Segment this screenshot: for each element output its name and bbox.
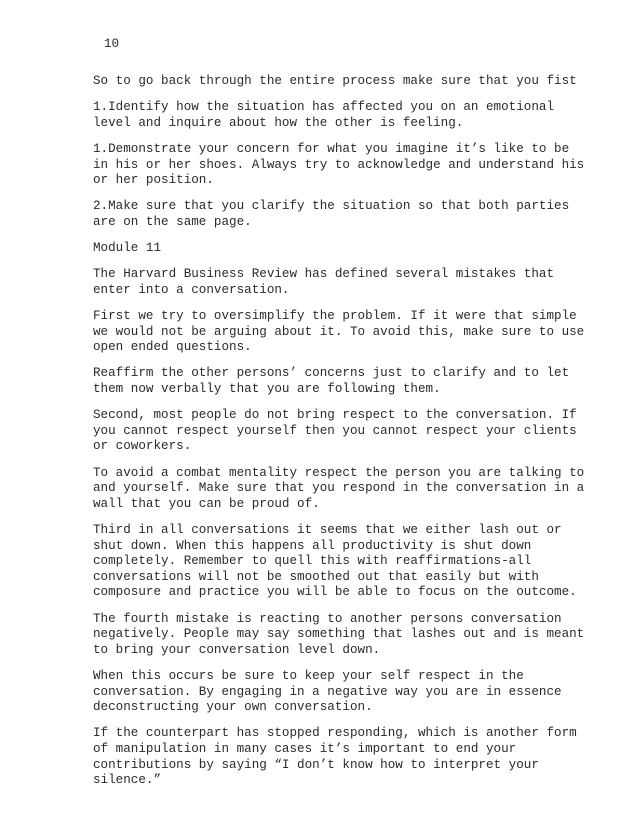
- page-number: 10: [104, 37, 120, 51]
- paragraph-step-demonstrate: 1.Demonstrate your concern for what you imagine it’s like to be in his or her shoes. Always try to acknowledge and understand his or her position.: [93, 141, 585, 188]
- paragraph-step-identify: 1.Identify how the situation has affected you on an emotional level and inquire about how the other is feeling.: [93, 100, 555, 130]
- section-heading-module: Module 11: [93, 241, 162, 256]
- paragraph-intro: So to go back through the entire process make sure that you fist: [93, 74, 577, 88]
- paragraph-third-mistake: Third in all conversations it seems that we either lash out or shut down. When this happens all productivity is shut down completely. Remember to quell this with reaffirmations-all conversations will not be smoothed out that easily but with composure and practice you will be able to focus on the outcome.: [93, 523, 577, 600]
- paragraph-step-clarify: 2.Make sure that you clarify the situation so that both parties are on the same page.: [93, 199, 570, 229]
- paragraph-second-mistake: Second, most people do not bring respect to the conversation. If you cannot respect yourself then you cannot respect your clients or coworkers.: [93, 408, 577, 454]
- paragraph-first-mistake: First we try to oversimplify the problem. If it were that simple we would not be arguing about it. To avoid this, make sure to use open ended questions.: [93, 309, 585, 355]
- paragraph-reaffirm: Reaffirm the other persons’ concerns just to clarify and to let them now verbally that you are following them.: [93, 366, 570, 397]
- paragraph-hbr-mistakes: The Harvard Business Review has defined several mistakes that enter into a conversation.: [93, 267, 555, 297]
- paragraph-combat-mentality: To avoid a combat mentality respect the person you are talking to and yourself. Make sure that you respond in the conversation in a wall that you can be proud of.: [93, 465, 585, 511]
- body-text: [93, 74, 593, 799]
- paragraph-fourth-mistake: The fourth mistake is reacting to another persons conversation negatively. People may say something that lashes out and is meant to bring your conversation level down.: [93, 611, 585, 657]
- paragraph-self-respect: When this occurs be sure to keep your self respect in the conversation. By engaging in a negative way you are in essence deconstructing your own conversation.: [93, 668, 562, 715]
- paragraph-counterpart-silence: If the counterpart has stopped responding, which is another form of manipulation in many cases it’s important to end your contributions by saying “I don’t know how to interpret your silence.”: [93, 726, 577, 788]
